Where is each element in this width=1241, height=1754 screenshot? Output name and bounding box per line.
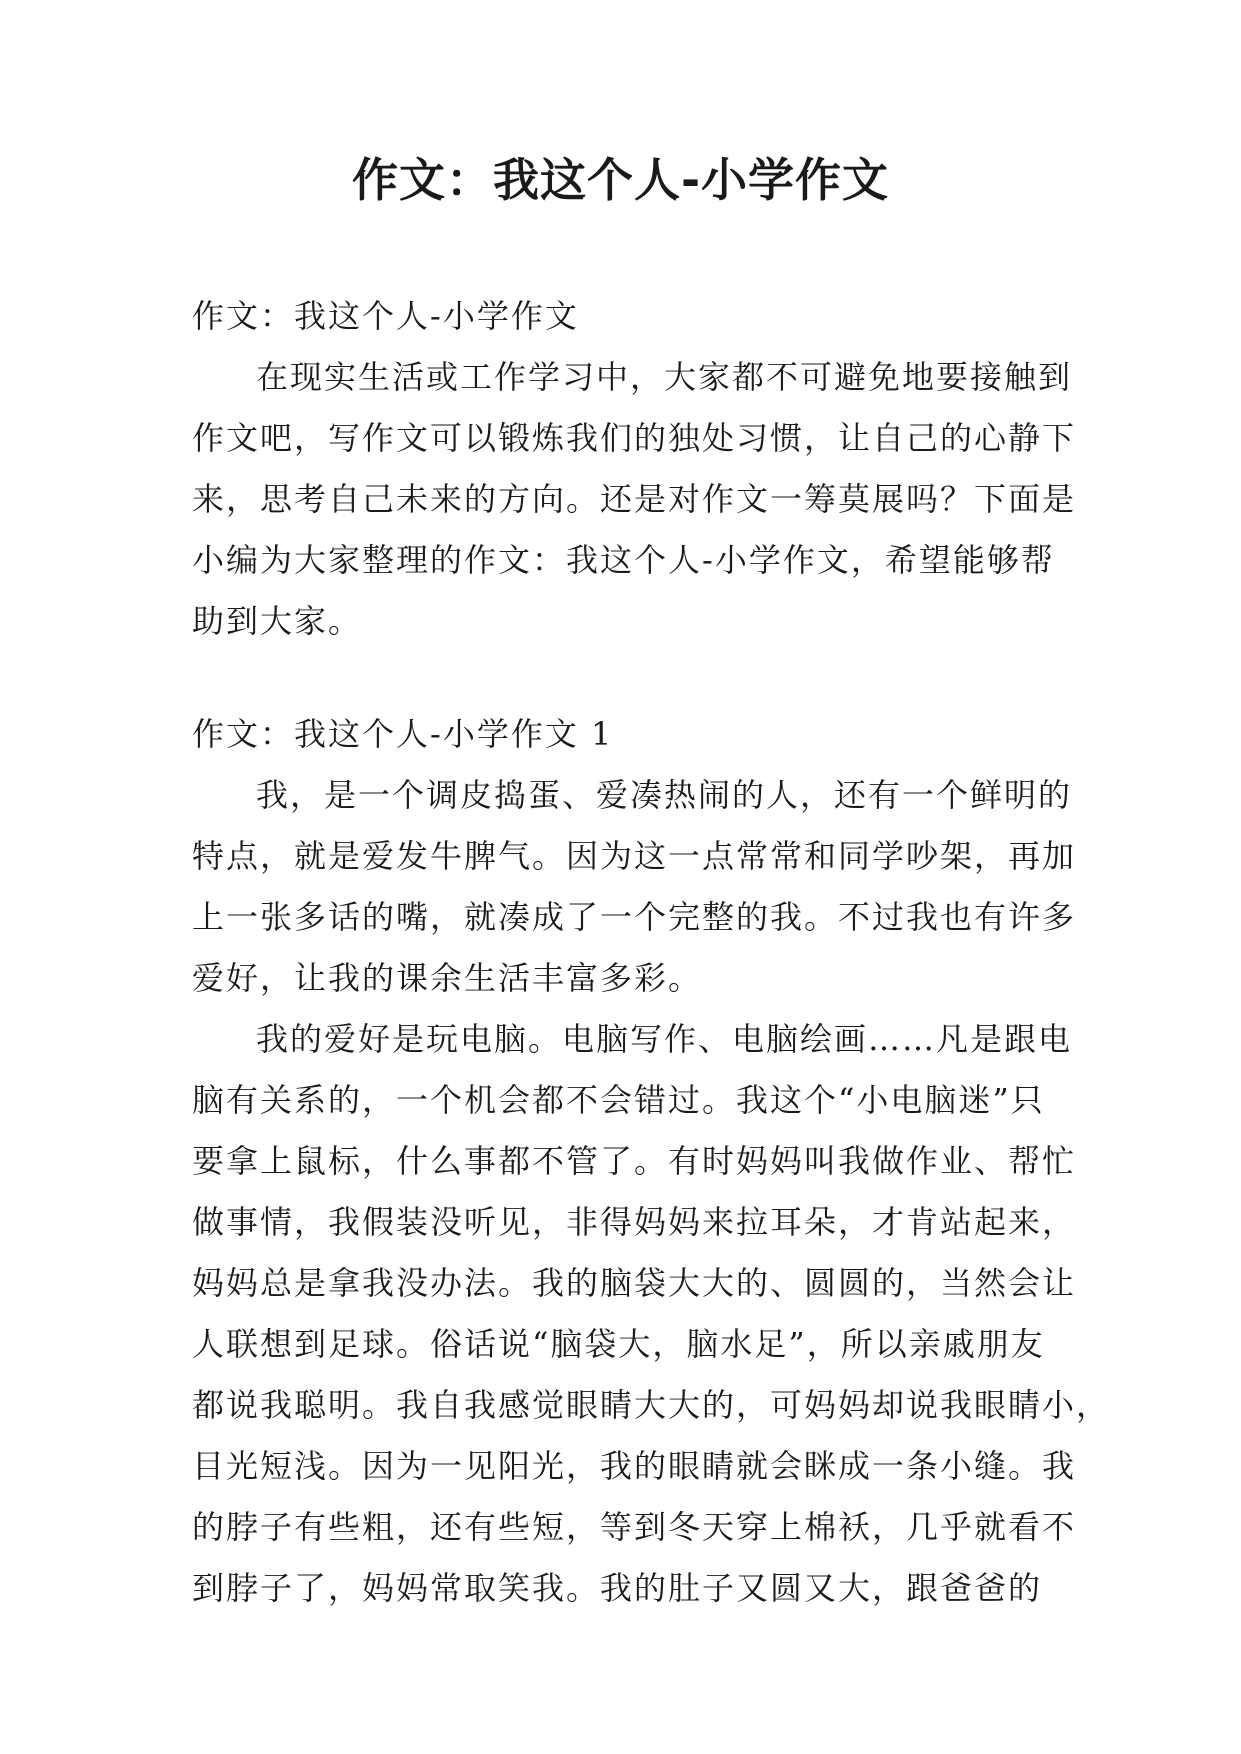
- paragraph-line: 特点，就是爱发牛脾气。因为这一点常常和同学吵架，再加: [192, 837, 1077, 875]
- paragraph-line: 做事情，我假装没听见，非得妈妈来拉耳朵，才肯站起来，: [192, 1203, 1077, 1241]
- section-spacer: [192, 652, 1054, 704]
- paragraph-line: 要拿上鼠标，什么事都不管了。有时妈妈叫我做作业、帮忙: [192, 1142, 1077, 1180]
- paragraph-line: 目光短浅。因为一见阳光，我的眼睛就会眯成一条小缝。我: [192, 1447, 1077, 1485]
- paragraph-line: 来，思考自己未来的方向。还是对作文一筹莫展吗？下面是: [192, 480, 1077, 518]
- paragraph-line: 都说我聪明。我自我感觉眼睛大大的，可妈妈却说我眼睛小，: [192, 1386, 1111, 1424]
- paragraph-line: 到脖子了，妈妈常取笑我。我的肚子又圆又大，跟爸爸的: [192, 1569, 1043, 1607]
- section-heading-essay-1: 作文：我这个人-小学作文 1: [192, 715, 614, 753]
- paragraph-line: 妈妈总是拿我没办法。我的脑袋大大的、圆圆的，当然会让: [192, 1264, 1077, 1302]
- paragraph-line: 爱好，让我的课余生活丰富多彩。: [192, 959, 703, 997]
- paragraph-line: 上一张多话的嘴，就凑成了一个完整的我。不过我也有许多: [192, 898, 1077, 936]
- page-title: 作文：我这个人-小学作文: [351, 153, 890, 207]
- paragraph-line: 助到大家。: [192, 602, 363, 640]
- paragraph-line: 的脖子有些粗，还有些短，等到冬天穿上棉袄，几乎就看不: [192, 1508, 1077, 1546]
- paragraph-line: 我，是一个调皮捣蛋、爱凑热闹的人，还有一个鲜明的: [256, 776, 1073, 814]
- section-heading-intro: 作文：我这个人-小学作文: [192, 297, 579, 335]
- paragraph-line: 脑有关系的，一个机会都不会错过。我这个“小电脑迷”只: [192, 1081, 1045, 1119]
- paragraph-line: 作文吧，写作文可以锻炼我们的独处习惯，让自己的心静下: [192, 419, 1077, 457]
- paragraph-line: 我的爱好是玩电脑。电脑写作、电脑绘画……凡是跟电: [256, 1020, 1073, 1058]
- document-body: [192, 286, 1111, 1619]
- paragraph-line: 小编为大家整理的作文：我这个人-小学作文，希望能够帮: [192, 541, 1055, 579]
- paragraph-line: 人联想到足球。俗话说“脑袋大，脑水足”，所以亲戚朋友: [192, 1325, 1045, 1363]
- paragraph-line: 在现实生活或工作学习中，大家都不可避免地要接触到: [256, 358, 1073, 396]
